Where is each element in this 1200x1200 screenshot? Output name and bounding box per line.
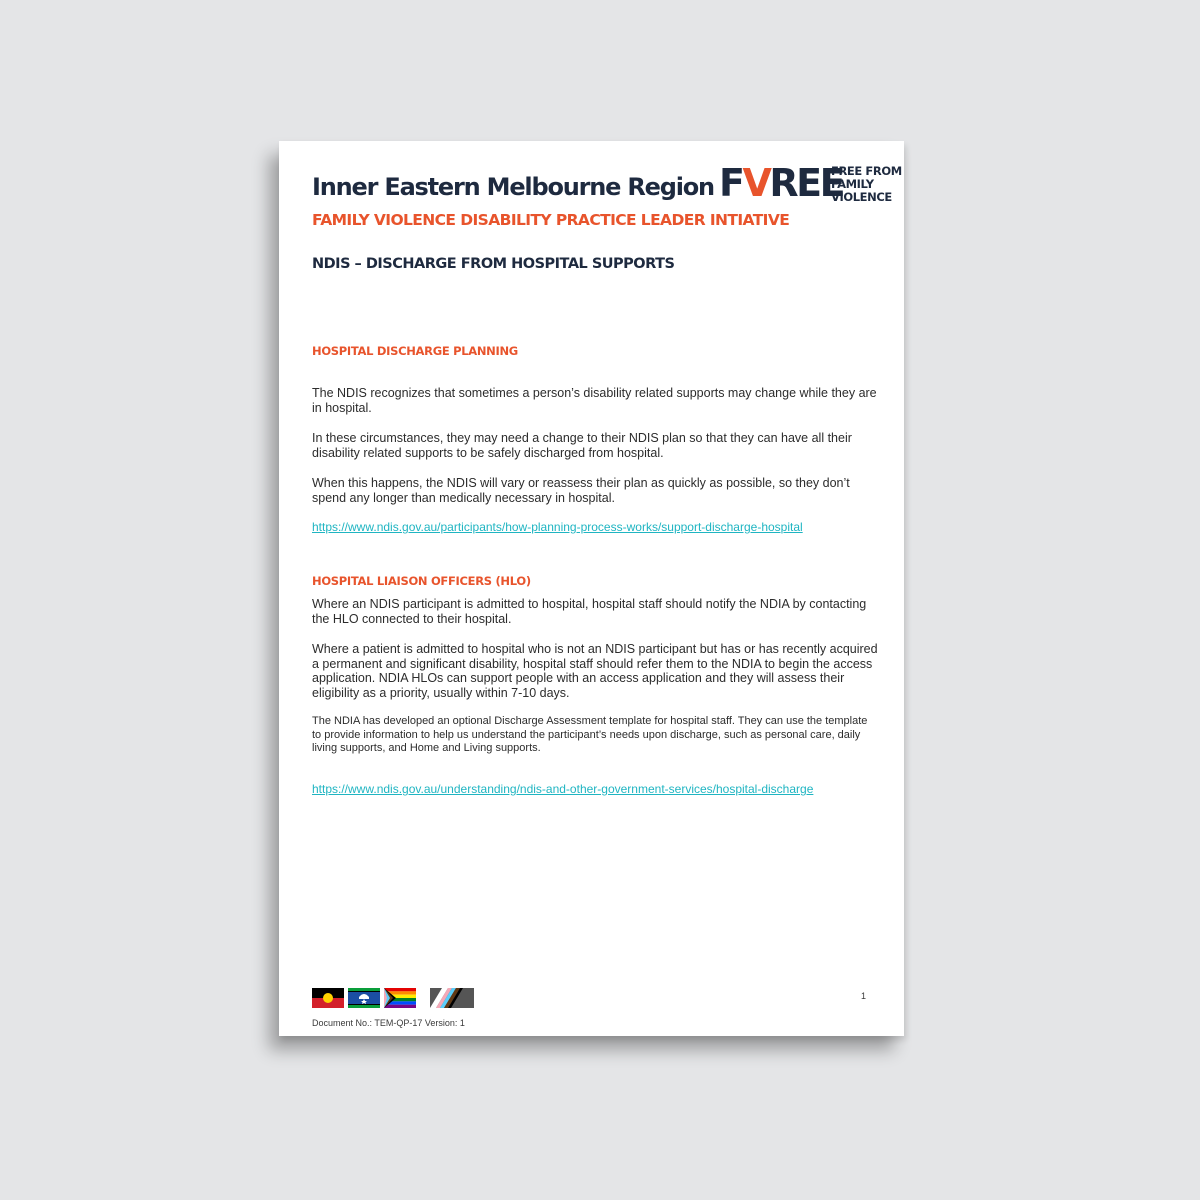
document-page xyxy=(279,141,904,1036)
paragraph: When this happens, the NDIS will vary or reassess their plan as quickly as possible, so they don’t spend any longer than medically necessary in hospital. xyxy=(312,476,850,505)
discharge-planning-link[interactable]: https://www.ndis.gov.au/participants/how-planning-process-works/support-discharge-hospital xyxy=(312,520,803,534)
logo-word-accent: V xyxy=(742,161,770,205)
region-title: Inner Eastern Melbourne Region xyxy=(312,173,714,201)
document-number: Document No.: TEM-QP-17 Version: 1 xyxy=(312,1018,465,1028)
page-title: NDIS – DISCHARGE FROM HOSPITAL SUPPORTS xyxy=(312,256,675,272)
paragraph: Where a patient is admitted to hospital who is not an NDIS participant but has or has recently acquired a permanent and significant disability, hospital staff should refer them to the NDIA to begin the access application. NDIA HLOs can support people with an access application and they will assess their eligibility as a priority, usually within 7-10 days. xyxy=(312,642,878,700)
page-number: 1 xyxy=(861,991,867,1001)
logo-tagline-line: VIOLENCE xyxy=(831,190,892,204)
section-heading-hlo: HOSPITAL LIAISON OFFICERS (HLO) xyxy=(312,574,531,588)
paragraph: The NDIA has developed an optional Discharge Assessment template for hospital staff. They can use the template to provide information to help us understand the participant’s needs upon discharge, such as personal care, daily living supports, and Home and Living supports. xyxy=(312,715,868,754)
torres-strait-islander-flag-icon xyxy=(348,988,380,1008)
fvree-logo xyxy=(719,161,902,205)
progress-pride-flag-icon xyxy=(430,988,474,1008)
paragraph: In these circumstances, they may need a change to their NDIS plan so that they can have all their disability related supports to be safely discharged from hospital. xyxy=(312,431,852,460)
logo-tagline xyxy=(831,165,902,204)
logo-wordmark xyxy=(719,161,843,205)
paragraph: Where an NDIS participant is admitted to hospital, hospital staff should notify the NDIA by contacting the HLO connected to their hospital. xyxy=(312,597,867,626)
progress-pride-flag-icon xyxy=(384,988,416,1008)
logo-word-start: F xyxy=(719,161,743,205)
aboriginal-flag-icon xyxy=(312,988,344,1008)
hospital-discharge-link[interactable]: https://www.ndis.gov.au/understanding/ndis-and-other-government-services/hospital-discharge xyxy=(312,782,814,796)
section-heading-discharge-planning: HOSPITAL DISCHARGE PLANNING xyxy=(312,344,518,358)
paragraph: The NDIS recognizes that sometimes a person’s disability related supports may change while they are in hospital. xyxy=(312,386,877,415)
logo-word-end: REE xyxy=(769,161,844,205)
logo-tagline-line: FREE FROM xyxy=(831,164,902,178)
initiative-subtitle: FAMILY VIOLENCE DISABILITY PRACTICE LEADER INTIATIVE xyxy=(312,211,790,229)
logo-tagline-line: FAMILY xyxy=(831,177,874,191)
